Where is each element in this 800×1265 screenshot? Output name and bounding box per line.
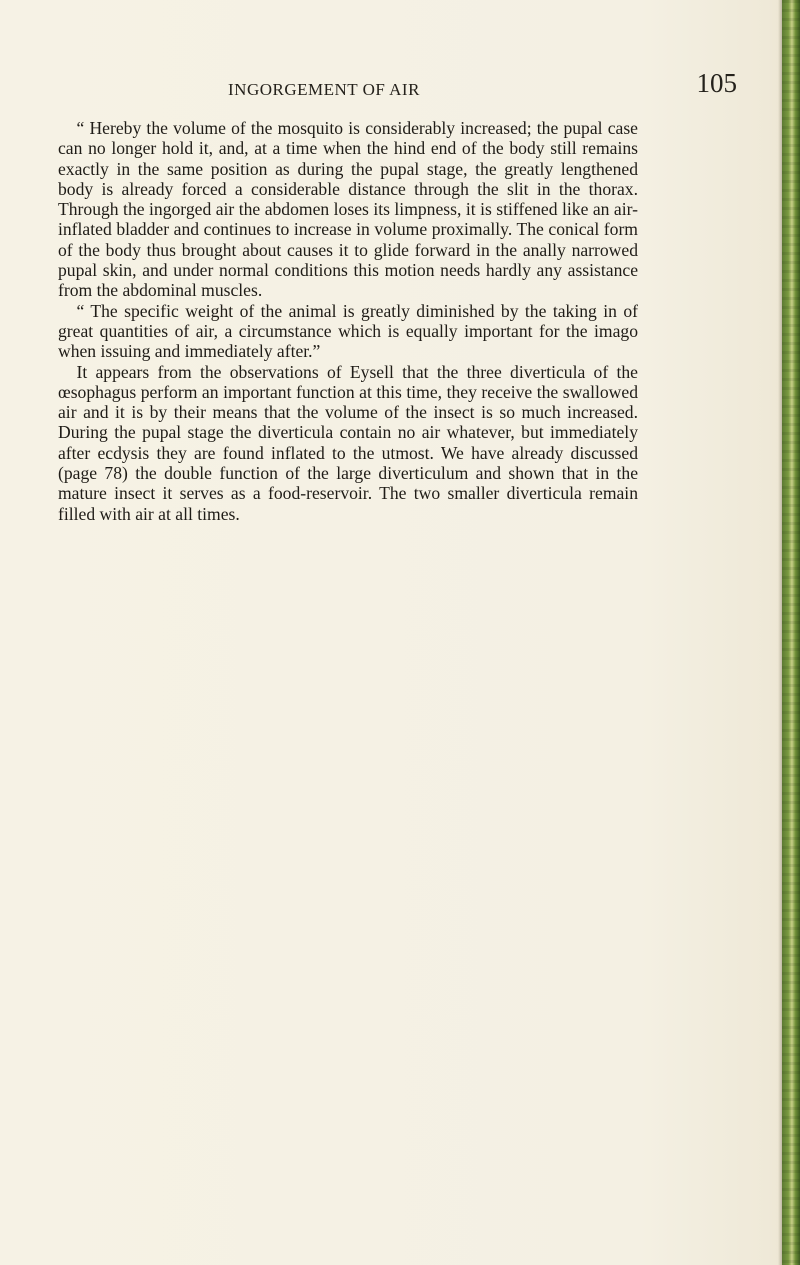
- body-text: [58, 118, 638, 524]
- paragraph: “ The specific weight of the animal is greatly diminished by the taking in of great quantities of air, a circumstance which is equally important for the imago when issuing and immediately after.”: [58, 300, 638, 362]
- paragraph: “ Hereby the volume of the mosquito is considerably increased; the pupal case can no longer hold it, and, at a time when the hind end of the body still remains exactly in the same position as during the pupal stage, the greatly lengthened body is already forced a considerable distance through the slit in the thorax. Through the ingorged air the abdomen loses its limpness, it is stiffened like an air-inflated bladder and continues to increase in volume proximally. The conical form of the body thus brought about causes it to glide forward in the anally narrowed pupal skin, and under normal conditions this motion needs hardly any assistance from the abdominal muscles.: [58, 118, 638, 301]
- book-edge: [782, 0, 800, 1265]
- running-head: [60, 70, 765, 106]
- page-number: 105: [696, 68, 737, 98]
- paragraph: It appears from the observations of Eysell that the three diverticula of the œsophagus perform an important function at this time, they receive the swallowed air and it is by their means that the volume of the insect is so much increased. During the pupal stage the diverticula contain no air whatever, but immediately after ecdysis they are found inflated to the utmost. We have already discussed (page 78) the double function of the large diverticulum and shown that in the mature insect it serves as a food-reservoir. The two smaller diverticula remain filled with air at all times.: [58, 361, 638, 524]
- running-head-title: INGORGEMENT OF AIR: [228, 80, 420, 99]
